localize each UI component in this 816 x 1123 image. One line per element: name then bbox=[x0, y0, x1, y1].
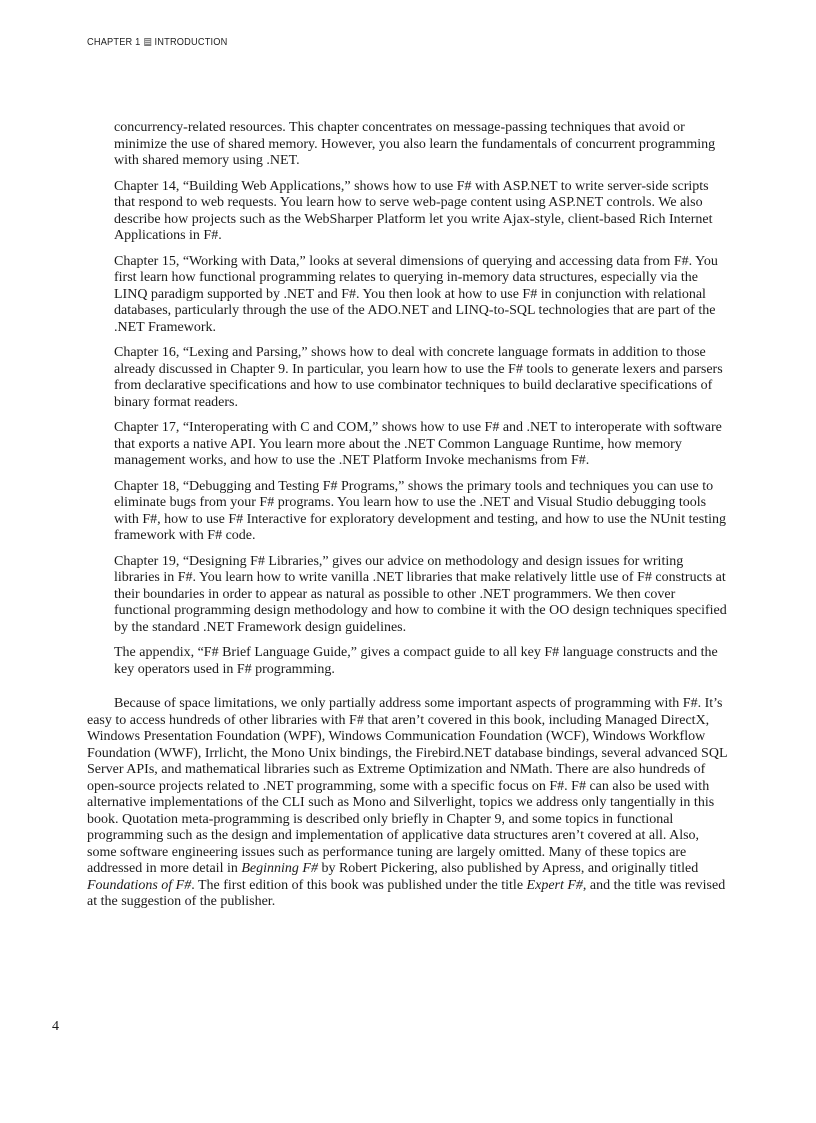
closing-text-3: . The first edition of this book was published under the title bbox=[191, 877, 527, 893]
paragraph-chapter-14: Chapter 14, “Building Web Applications,” shows how to use F# with ASP.NET to write server-side scripts that respond to web requests. You learn how to serve web-page content using ASP.NET controls. We also describe how projects such as the WebSharper Platform let you write Ajax-style, client-based Rich Internet Applications in F#. bbox=[114, 178, 713, 243]
separator-square-icon bbox=[144, 38, 151, 46]
page-body bbox=[87, 120, 731, 911]
closing-text-4: , and the title was revised at the suggestion of the publisher. bbox=[87, 877, 726, 909]
book-title-foundations-of-fsharp: Foundations of F# bbox=[87, 877, 192, 893]
paragraph-chapter-16: Chapter 16, “Lexing and Parsing,” shows how to deal with concrete language formats in addition to those already discussed in Chapter 9. In particular, you learn how to use the F# tools to generate lexers and parsers from declarative specifications and how to use combinator techniques to build declarative specifications of binary format readers. bbox=[114, 345, 723, 410]
closing-text-1: Because of space limitations, we only partially address some important aspects of programming with F#. It’s easy to access hundreds of other libraries with F# that aren’t covered in this book, including Managed DirectX, Windows Presentation Foundation (WPF), Windows Communication Foundation (WCF), Windows Workflow Foundation (WWF), Irrlicht, the Mono Unix bindings, the Firebird.NET database bindings, several advanced SQL Server APIs, and mathematical libraries such as Extreme Optimization and NMath. There are also hundreds of open-source projects related to .NET programming, some with a specific focus on F#. F# can also be used with alternative implementations of the CLI such as Mono and Silverlight, topics we address only tangentially in this book. Quotation meta-programming is described only briefly in Chapter 9, and some topics in functional programming such as the design and implementation of applicative data structures aren’t covered at all. Also, some software engineering issues such as performance tuning are largely omitted. Many of these topics are addressed in more detail in bbox=[87, 696, 727, 876]
book-title-expert-fsharp: Expert F# bbox=[526, 877, 583, 893]
paragraph-continuation: concurrency-related resources. This chapter concentrates on message-passing techniques that avoid or minimize the use of shared memory. However, you also learn the fundamentals of concurrent programming with shared memory using .NET. bbox=[114, 120, 716, 168]
paragraph-space-limitations bbox=[87, 696, 731, 911]
chapter-label: CHAPTER 1 bbox=[87, 36, 141, 48]
running-head bbox=[87, 36, 227, 48]
chapter-title: INTRODUCTION bbox=[154, 36, 228, 48]
paragraph-chapter-18: Chapter 18, “Debugging and Testing F# Programs,” shows the primary tools and techniques you can use to eliminate bugs from your F# programs. You learn how to use the .NET and Visual Studio debugging tools with F#, how to use F# Interactive for exploratory development and testing, and how to use the NUnit testing framework with F# code. bbox=[114, 478, 726, 543]
page-number: 4 bbox=[52, 1019, 59, 1034]
paragraph-chapter-19: Chapter 19, “Designing F# Libraries,” gives our advice on methodology and design issues for writing libraries in F#. You learn how to write vanilla .NET libraries that make relatively little use of F# constructs at their boundaries in order to appear as natural as possible to other .NET programmers. We then cover functional programming design methodology and how to combine it with the OO design techniques specified by the standard .NET Framework design guidelines. bbox=[114, 553, 727, 635]
paragraph-appendix: The appendix, “F# Brief Language Guide,” gives a compact guide to all key F# language constructs and the key operators used in F# programming. bbox=[114, 645, 718, 677]
paragraph-chapter-17: Chapter 17, “Interoperating with C and COM,” shows how to use F# and .NET to interoperate with software that exports a native API. You learn more about the .NET Common Language Runtime, how memory management works, and how to use the .NET Platform Invoke mechanisms from F#. bbox=[114, 420, 722, 468]
book-title-beginning-fsharp: Beginning F# bbox=[241, 861, 318, 876]
paragraph-chapter-15: Chapter 15, “Working with Data,” looks at several dimensions of querying and accessing data from F#. You first learn how functional programming relates to querying in-memory data structures, especially via the LINQ paradigm supported by .NET and F#. You then look at how to use F# in conjunction with relational databases, particularly through the use of the ADO.NET and LINQ-to-SQL technologies that are part of the .NET Framework. bbox=[114, 253, 718, 335]
chapter-descriptions bbox=[87, 120, 731, 678]
closing-text-2: by Robert Pickering, also published by Apress, and originally titled bbox=[317, 861, 699, 876]
